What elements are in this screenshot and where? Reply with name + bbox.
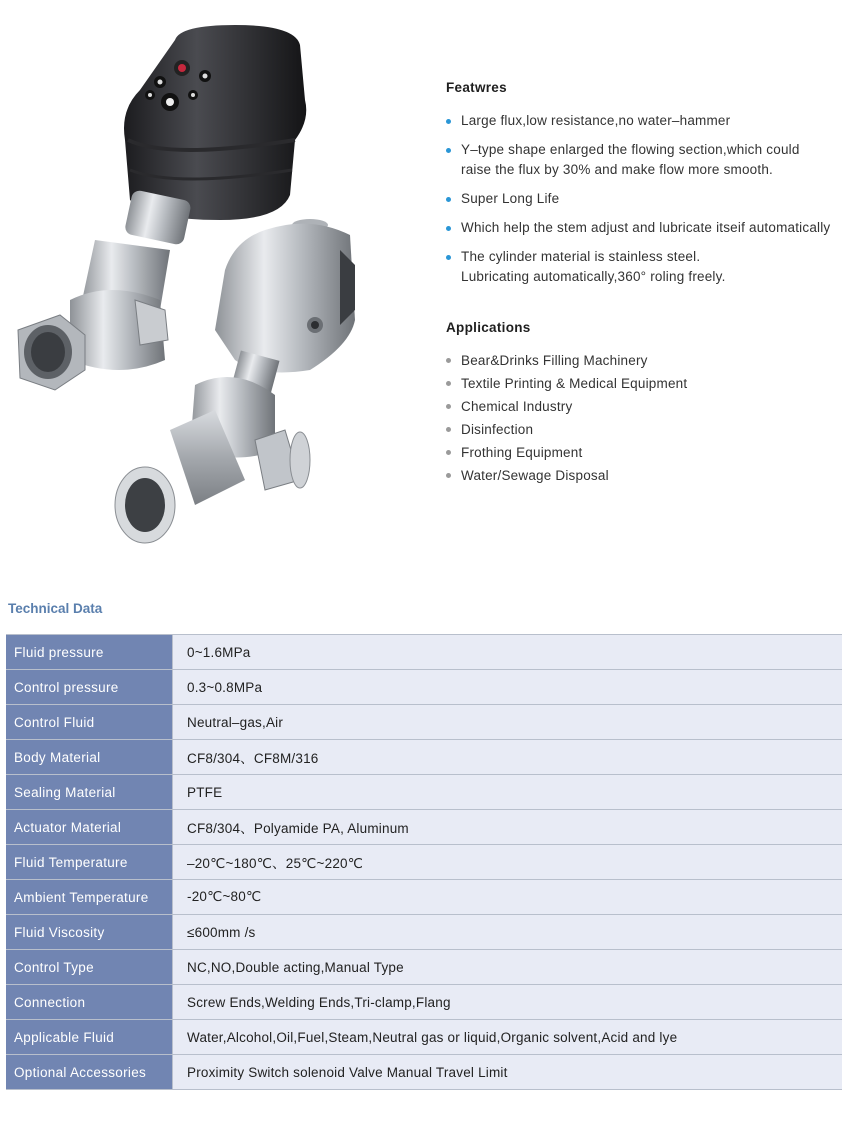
feature-text: Y–type shape enlarged the flowing section,which could raise the flux by 30% and make flow more smooth.: [461, 142, 800, 177]
application-item: [446, 464, 850, 487]
application-item: [446, 441, 850, 464]
feature-text: The cylinder material is stainless steel. Lubricating automatically,360° roling freely.: [461, 249, 726, 284]
spec-label: Connection: [6, 985, 173, 1020]
table-row: [6, 810, 842, 845]
spec-value: ≤600mm /s: [173, 915, 843, 950]
features-title: Featwres: [446, 80, 507, 95]
application-text: Disinfection: [461, 422, 534, 437]
table-row: [6, 1055, 842, 1090]
features-list: [446, 111, 850, 287]
spec-label: Ambient Temperature: [6, 880, 173, 915]
applications-title: Applications: [446, 320, 531, 335]
feature-item: [446, 218, 850, 238]
applications-section: [446, 320, 850, 487]
application-text: Frothing Equipment: [461, 445, 583, 460]
spec-label: Fluid Temperature: [6, 845, 173, 880]
table-row: [6, 740, 842, 775]
bullet-dot-icon: [446, 427, 451, 432]
application-item: [446, 349, 850, 372]
bullet-dot-icon: [446, 148, 451, 153]
application-text: Textile Printing & Medical Equipment: [461, 376, 688, 391]
applications-list: [446, 349, 850, 487]
table-row: [6, 705, 842, 740]
bullet-dot-icon: [446, 404, 451, 409]
feature-text: Which help the stem adjust and lubricate itseif automatically: [461, 220, 831, 235]
feature-item: [446, 189, 850, 209]
bullet-dot-icon: [446, 381, 451, 386]
spec-label: Control pressure: [6, 670, 173, 705]
application-text: Bear&Drinks Filling Machinery: [461, 353, 648, 368]
features-section: [446, 80, 850, 296]
bullet-dot-icon: [446, 119, 451, 124]
feature-text: Super Long Life: [461, 191, 560, 206]
feature-item: [446, 247, 850, 287]
spec-value: Screw Ends,Welding Ends,Tri-clamp,Flang: [173, 985, 843, 1020]
spec-label: Body Material: [6, 740, 173, 775]
spec-value: 0.3~0.8MPa: [173, 670, 843, 705]
spec-value: Proximity Switch solenoid Valve Manual Travel Limit: [173, 1055, 843, 1090]
spec-value: CF8/304、CF8M/316: [173, 740, 843, 775]
table-row: [6, 845, 842, 880]
application-text: Chemical Industry: [461, 399, 573, 414]
spec-label: Control Fluid: [6, 705, 173, 740]
spec-value: –20℃~180℃、25℃~220℃: [173, 845, 843, 880]
bullet-dot-icon: [446, 473, 451, 478]
application-item: [446, 395, 850, 418]
table-row: [6, 985, 842, 1020]
technical-data-title: Technical Data: [8, 601, 103, 616]
table-row: [6, 670, 842, 705]
spec-label: Applicable Fluid: [6, 1020, 173, 1055]
spec-label: Actuator Material: [6, 810, 173, 845]
product-photo-angle-seat-valves: [10, 10, 370, 550]
spec-value: Neutral–gas,Air: [173, 705, 843, 740]
application-item: [446, 418, 850, 441]
spec-label: Fluid Viscosity: [6, 915, 173, 950]
feature-item: [446, 111, 850, 131]
table-row: [6, 950, 842, 985]
spec-value: -20℃~80℃: [173, 880, 843, 915]
feature-text: Large flux,low resistance,no water–hammer: [461, 113, 731, 128]
table-row: [6, 915, 842, 950]
spec-value: 0~1.6MPa: [173, 635, 843, 670]
table-row: [6, 775, 842, 810]
bullet-dot-icon: [446, 197, 451, 202]
spec-value: CF8/304、Polyamide PA, Aluminum: [173, 810, 843, 845]
spec-value: NC,NO,Double acting,Manual Type: [173, 950, 843, 985]
table-row: [6, 1020, 842, 1055]
table-row: [6, 880, 842, 915]
spec-label: Sealing Material: [6, 775, 173, 810]
table-row: [6, 635, 842, 670]
feature-item: [446, 140, 850, 180]
bullet-dot-icon: [446, 226, 451, 231]
bullet-dot-icon: [446, 450, 451, 455]
technical-data-table: [6, 634, 842, 1090]
application-item: [446, 372, 850, 395]
spec-value: PTFE: [173, 775, 843, 810]
spec-label: Control Type: [6, 950, 173, 985]
spec-value: Water,Alcohol,Oil,Fuel,Steam,Neutral gas or liquid,Organic solvent,Acid and lye: [173, 1020, 843, 1055]
bullet-dot-icon: [446, 358, 451, 363]
application-text: Water/Sewage Disposal: [461, 468, 609, 483]
spec-label: Optional Accessories: [6, 1055, 173, 1090]
bullet-dot-icon: [446, 255, 451, 260]
spec-label: Fluid pressure: [6, 635, 173, 670]
